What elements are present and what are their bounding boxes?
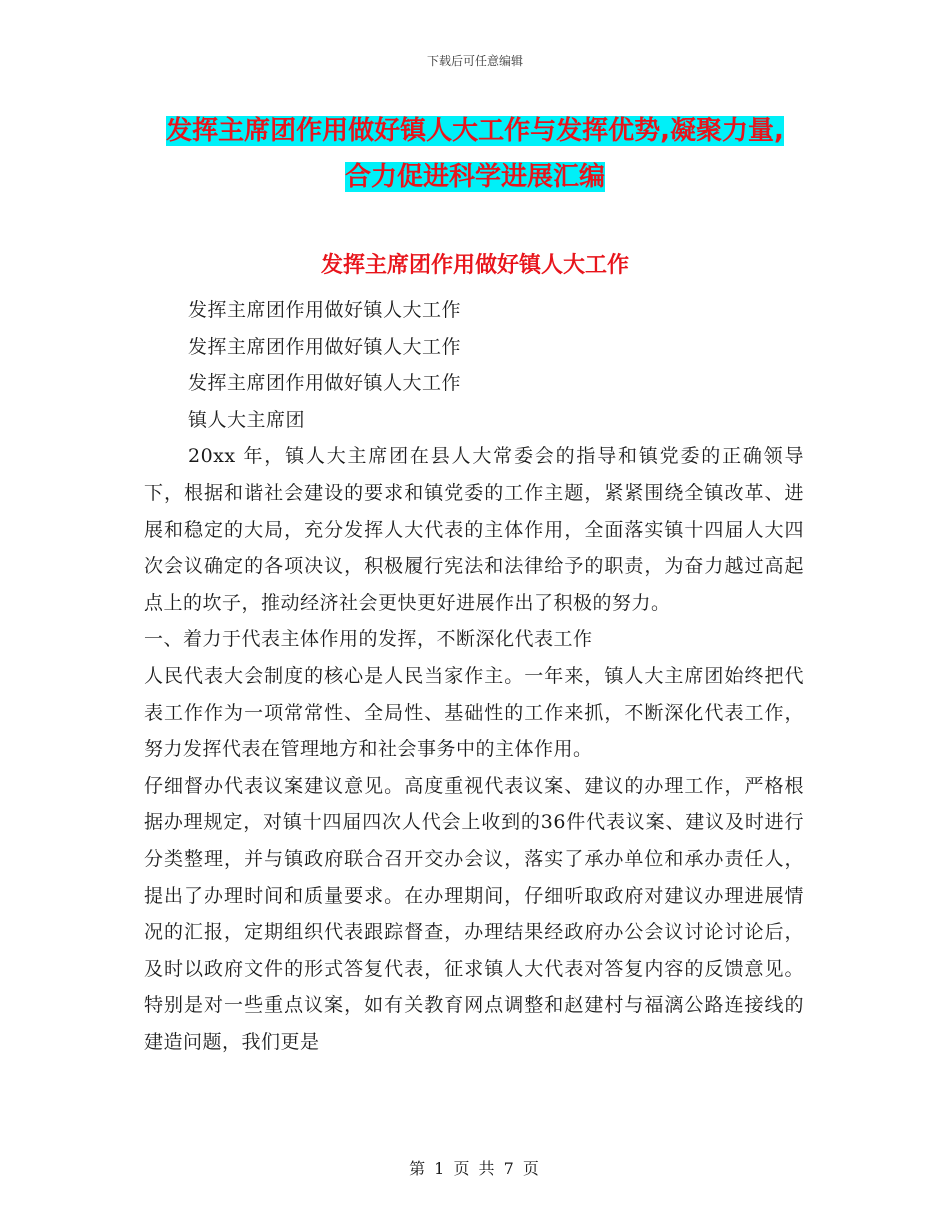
title-line-2: 合力促进科学进展汇编 (344, 162, 605, 192)
title-line-1: 发挥主席团作用做好镇人大工作与发挥优势,凝聚力量, (166, 116, 784, 146)
paragraph: 发挥主席团作用做好镇人大工作 (188, 299, 462, 321)
paragraph: 人民代表大会制度的核心是人民当家作主。一年来，镇人大主席团始终把代表工作作为一项常常性、全局性、基础性的工作来抓，不断深化代表工作，努力发挥代表在管理地方和社会事务中的主体作用。 (144, 664, 804, 761)
document-title (0, 108, 950, 200)
paragraph: 发挥主席团作用做好镇人大工作 (188, 372, 462, 395)
paragraph: 仔细督办代表议案建议意见。高度重视代表议案、建议的办理工作，严格根据办理规定，对镇十四届四次人代会上收到的36件代表议案、建议及时进行分类整理，并与镇政府联合召开交办会议，落实了承办单位和承办责任人，提出了办理时间和质量要求。在办理期间，仔细听取政府对建议办理进展情况的汇报，定期组织代表跟踪督查，办理结果经政府办公会议讨论讨论后，及时以政府文件的形式答复代表，征求镇人大代表对答复内容的反馈意见。特别是对一些重点议案，如有关教育网点调整和赵建村与福漓公路连接线的建造问题，我们更是 (144, 774, 804, 1053)
section-title: 发挥主席团作用做好镇人大工作 (320, 253, 629, 278)
paragraph: 发挥主席团作用做好镇人大工作 (188, 335, 462, 358)
paragraph: 20xx 年，镇人大主席团在县人大常委会的指导和镇党委的正确领导下，根据和谐社会建设的要求和镇党委的工作主题，紧紧围绕全镇改革、进展和稳定的大局，充分发挥人大代表的主体作用，全面落实镇十四届人大四次会议确定的各项决议，积极履行宪法和法律给予的职责，为奋力越过高起点上的坎子，推动经济社会更快更好进展作出了积极的努力。 (144, 445, 804, 614)
header-note: 下载后可任意编辑 (426, 54, 523, 68)
paragraph: 镇人大主席团 (188, 408, 306, 431)
document-body (144, 292, 804, 1060)
page-footer: 第 1 页 共 7 页 (409, 1159, 541, 1178)
paragraph-heading: 一、着力于代表主体作用的发挥，不断深化代表工作 (144, 628, 593, 651)
